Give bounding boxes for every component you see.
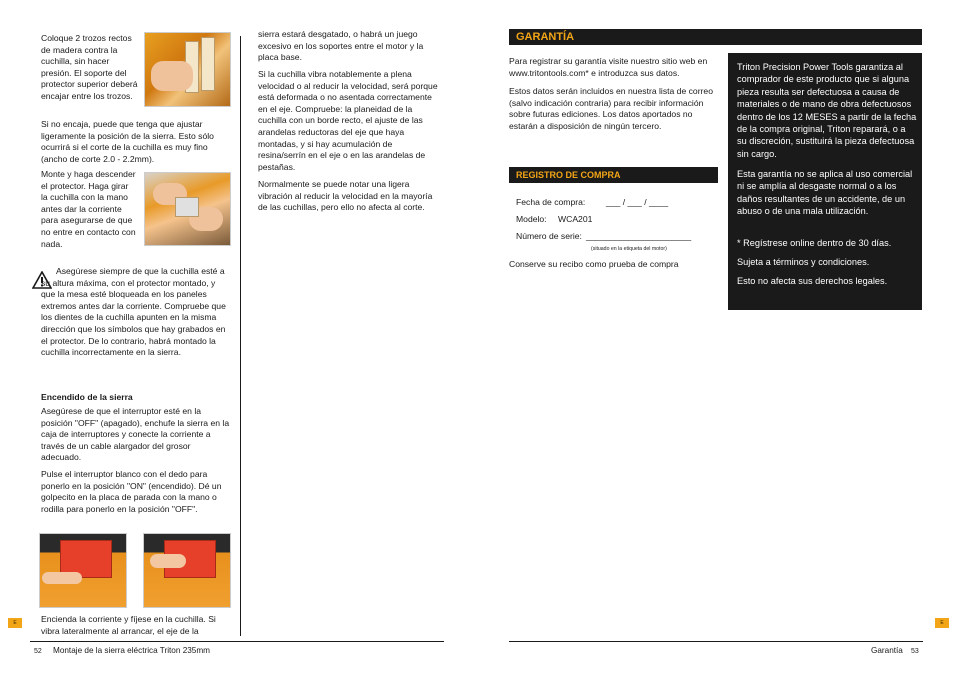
warranty-box [728,53,922,310]
paragraph: Coloque 2 trozos rectos de madera contra la cuchilla, sin hacer presión. El soporte del protector superior deberá encajar entre los trozos. [41,33,138,101]
photo-blocks-against-blade [144,32,231,107]
recibo-text: Conserve su recibo como prueba de compra [509,259,679,269]
fecha-label: Fecha de compra: [516,197,586,207]
serie-field[interactable]: ______________________ [586,231,692,241]
wood-block-photo [201,37,215,91]
footer-title: Montaje de la sierra eléctrica Triton 235mm [53,646,210,655]
section-heading: Encendido de la sierra [41,392,133,402]
fecha-field[interactable]: ___ / ___ / ____ [606,197,669,207]
serie-note: (situado en la etiqueta del motor) [591,246,667,252]
page-number: 52 [34,648,42,655]
warranty-paragraph: * Regístrese online dentro de 30 días. [737,238,892,248]
photo-lowering-guard [144,172,231,246]
hand-photo [151,61,193,91]
warranty-paragraph: Sujeta a términos y condiciones. [737,257,870,267]
photo-switch-on [39,533,127,608]
warranty-paragraph: Esto no afecta sus derechos legales. [737,276,888,286]
warning-text: Asegúrese siempre de que la cuchilla esté a su altura máxima, con el protector montado, y que la mesa esté bloqueada en los paneles extremos antes dar la corriente. Compruebe que los dientes de la cuchilla apunten en la misma dirección que los símbolos que hay grabados en el protector. De lo contrario, habrá montado la cuchilla incorrectamente en la sierra. [41,266,226,358]
guard-photo [175,197,199,217]
warranty-paragraph: Esta garantía no se aplica al uso comercial ni se amplía al desgaste normal o a los daños resultantes de un accidente, de un abuso o de una mala utilización. [737,169,913,217]
column-divider [240,36,241,636]
warranty-paragraph: Triton Precision Power Tools garantiza al comprador de este producto que si alguna pieza resulta ser defectuosa a causa de materiales o de mano de obra defectuosos dentro de los 12 MESES a partir de la fecha de la compra original, Triton reparará, o a su discreción, sustituirá la pieza defectuosa sin cargo. [737,62,917,159]
paragraph: Pulse el interruptor blanco con el dedo para ponerlo en la posición "ON" (encendido). Dé un golpecito en la placa de parada con la mano o rodilla para ponerlo en la posición "OFF". [41,469,222,514]
registro-title: REGISTRO DE COMPRA [516,170,621,180]
paragraph: Para registrar su garantía visite nuestro sitio web en www.tritontools.com* e introduzca sus datos. [509,56,708,78]
language-tab: E [8,618,22,628]
garantia-title: GARANTÍA [516,31,575,43]
footer-rule [30,641,444,642]
paragraph: Estos datos serán incluidos en nuestra lista de correo (salvo indicación contraria) para recibir información sobre futuras ediciones. Los datos aportados no estarán a disposición de ningún tercero. [509,86,713,131]
finger-photo [150,554,186,568]
finger-photo [42,572,82,584]
registro-header-bar [509,167,718,183]
paragraph: Normalmente se puede notar una ligera vibración al reducir la velocidad en la mayoría de las cuchillas, pero ello no afecta al corte. [258,179,433,213]
paragraph: Si no encaja, puede que tenga que ajustar ligeramente la posición de la sierra. Esto sólo ocurrirá si el corte de la cuchilla es muy fino (ancho de corte 2.0 - 2.2mm). [41,119,214,164]
paragraph: sierra estará desgatado, o habrá un juego excesivo en los soportes entre el motor y la placa base. [258,29,424,63]
paragraph: Asegúrese de que el interruptor esté en la posición "OFF" (apagado), enchufe la sierra en la caja de interruptores y conecte la corriente a través de un cable alargador del grosor adecuado. [41,406,230,463]
footer-rule [509,641,923,642]
modelo-label: Modelo: [516,214,547,224]
paragraph: Si la cuchilla vibra notablemente a plena velocidad o al reducir la velocidad, será porque está deformada o no asentada correctamente en el eje. Compruebe: la planeidad de la cuchilla con un borde recto, el ajuste de las arandelas reductoras del eje que haya montadas, y si hay acumulación de resina/serrín en el eje o en las arandelas de pestañas. [258,69,438,172]
photo-switch-off [143,533,231,608]
page-number: 53 [911,648,919,655]
modelo-value: WCA201 [558,214,593,224]
serie-label: Número de serie: [516,231,582,241]
language-tab: E [935,618,949,628]
garantia-header-bar [509,29,922,45]
paragraph: Encienda la corriente y fíjese en la cuchilla. Si vibra lateralmente al arrancar, el eje de la [41,614,216,636]
paragraph: Monte y haga descender el protector. Haga girar la cuchilla con la mano antes dar la corriente para asegurarse de que no entre en contacto con nada. [41,169,136,249]
footer-title: Garantía [871,646,903,655]
